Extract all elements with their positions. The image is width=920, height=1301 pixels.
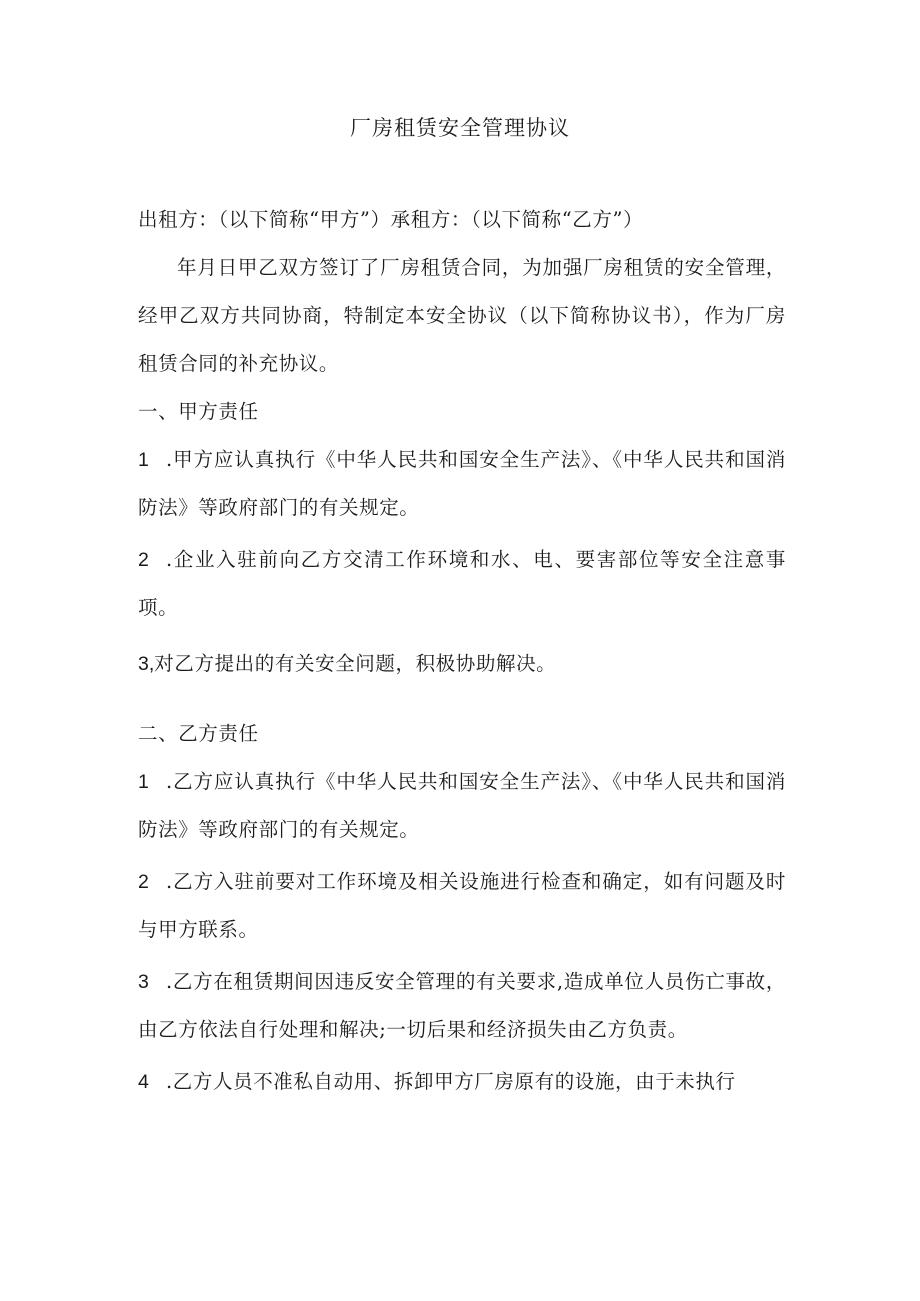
intro-paragraph: 年月日甲乙双方签订了厂房租赁合同，为加强厂房租赁的安全管理，经甲乙双方共同协商，特制定本安全协议（以下简称协议书），作为厂房租赁合同的补充协议。 xyxy=(138,256,786,375)
clause-text: .乙方入驻前要对工作环境及相关设施进行检查和确定，如有问题及时与甲方联系。 xyxy=(138,870,786,941)
clause-number: 3, xyxy=(138,653,155,675)
document-title: 厂房租赁安全管理协议 xyxy=(350,116,570,140)
clause-number: 1 xyxy=(138,449,149,471)
clause-number: 2 xyxy=(138,549,149,571)
clause-text: .乙方在租赁期间因违反安全管理的有关要求,造成单位人员伤亡事故，由乙方依法自行处理和解决;一切后果和经济损失由乙方负责。 xyxy=(138,970,786,1041)
clause-text: .乙方人员不准私自动用、拆卸甲方厂房原有的设施，由于未执行 xyxy=(166,1070,736,1093)
clause-text: .乙方应认真执行《中华人民共和国安全生产法》、《中华人民共和国消防法》等政府部门的有关规定。 xyxy=(138,770,786,841)
clause-number: 1 xyxy=(138,771,149,793)
party-a-clause-1 xyxy=(138,436,786,532)
clause-number: 3 xyxy=(138,971,149,993)
clause-text: .企业入驻前向乙方交清工作环境和水、电、要害部位等安全注意事项。 xyxy=(138,548,786,619)
section-heading-party-b: 二、乙方责任 xyxy=(138,722,259,745)
party-b-clause-3 xyxy=(138,958,786,1054)
party-b-clause-1 xyxy=(138,758,786,854)
party-b-clause-4 xyxy=(138,1058,786,1106)
parties-line: 出租方：（以下简称“甲方”）承租方：（以下简称“乙方”） xyxy=(138,208,644,231)
clause-number: 4 xyxy=(138,1071,149,1093)
clause-text: 对乙方提出的有关安全问题，积极协助解决。 xyxy=(154,652,557,675)
party-b-clause-2 xyxy=(138,858,786,954)
party-a-clause-3 xyxy=(138,640,786,688)
document-body xyxy=(138,196,786,1106)
clause-text: .甲方应认真执行《中华人民共和国安全生产法》、《中华人民共和国消防法》等政府部门的有关规定。 xyxy=(138,448,786,519)
clause-number: 2 xyxy=(138,871,149,893)
section-heading-party-a: 一、甲方责任 xyxy=(138,400,259,423)
party-a-clause-2 xyxy=(138,536,786,632)
